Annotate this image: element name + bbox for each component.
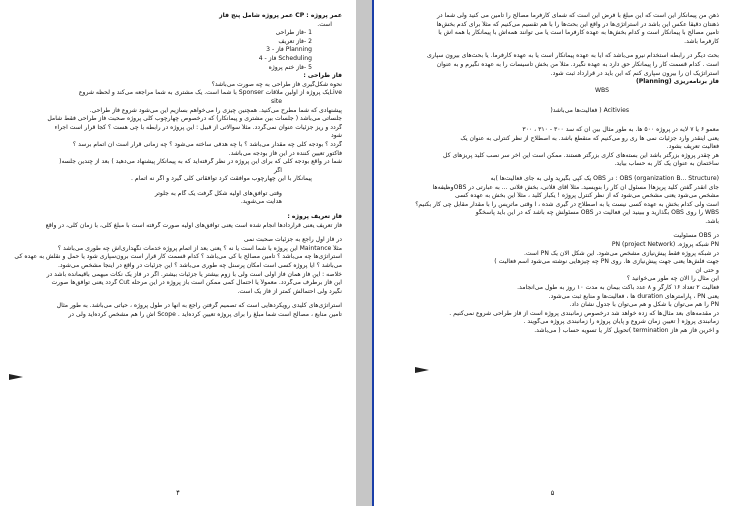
text-line: پیشنهادی که شما مطرح می‌کنید. همچنین چیزی را می‌خواهم بسازیم این می‌شود شروع فاز طراحی. <box>89 106 342 114</box>
list-item: 2 -فاز تعریف <box>278 37 312 45</box>
text-line: جای آنقدر گفتن کلید پریزها( مسئول آن کار را بنویسید. مثلاً آقای فلانی، بخش فلانی ... به عبارتی در OBSوظیفه‌ها <box>432 183 719 191</box>
list-item: 1 -فاز طراحی <box>275 29 312 37</box>
text-line: استراتژی‌ها چه می‌باشد ؟ تأمین مصالح با کی می‌باشد ؟ کدام قسمت کار قرار است برون‌سپاری شود یا حمل و نقلش به عهده کی <box>14 253 342 261</box>
text-line: معمو ۶ یا ۷ لایه در پروژه ۵۰۰ ها. به طور مثال بین آن که سد ۳۰۰ - ۳۱۰ ، ۳۰۰ <box>522 125 719 133</box>
text-line: Acitivies ( فعالیت‌ها می‌باشد( <box>550 107 629 115</box>
text-line: هر چقدر پروژه بزرگتر باشد این بسته‌های کاری بزرگتر هستند. ممکن است این آخر سر نصب کلید پریزهای کل <box>443 151 719 159</box>
text-line: زمانبندی پروژه ( تعیین زمان شروع و پایان پروژه را زمانبندی پروژه می‌گویند . <box>523 318 719 326</box>
text-line: PN شبکه پروژه. (PN (project Network <box>611 241 719 249</box>
margin-arrow-icon <box>414 365 430 375</box>
text-line: site <box>270 97 282 105</box>
text-line: گردد ؟ بودجه کلی چه مقدار می‌باشد ؟ با چه هدفی ساخته می‌شود ؟ چه زمانی قرار است آن اتمام برسد ؟ <box>72 140 342 148</box>
text-line: یعنی اینقدر وارد جزئیات نمی ها ری رو می‌کنیم که منقطع باشد. به اصطلاح از نظر کنترلی به عنوان یک <box>460 134 719 142</box>
list-item: Planning فاز - 3 <box>266 46 312 54</box>
text-line: باشد. <box>705 217 719 225</box>
text-line: فاکتور تعیین کننده در این فاز بودجه می‌باشد. <box>228 149 342 157</box>
text-line: این فاز برطرف می‌گردد. معمولاً یا احتمال کمی ممکن است باز پروژه در این مرحله Cut گردد یعنی توافق‌ها صورت <box>51 279 342 287</box>
text-line: است ولی کدام بخش به عهده کسی نیست یا به اصطلاح در گیری شده ، ا وقتی ماتریس را با مقدار مقابل چی کار بکنیم؟ <box>415 200 719 208</box>
text-line: مشخص می‌شود یعنی مشخص می‌شود که از نظر کنترل پروژه ! یکبار کلید ، مثلاً این بخش به عهده کسی <box>455 192 719 200</box>
text-line: بحث دیگر در رابطه استخدام نیرو می‌باشد که آیا به عهده پیمانکار است یا به عهده کارفرما. یا بحث‌های بیرون سپاری <box>426 52 719 60</box>
text-line: در OBS مسئولیت <box>673 232 719 240</box>
list-item: Scheduling فاز - 4 <box>258 54 312 62</box>
text-line: و حتی آن <box>695 266 719 274</box>
text-line: در مقدمه‌های بعد مثال‌ها که زده خواهد شد درخصوص زمانبندی پروژه است از فاز طراحی شروع نمی‌کنیم . <box>449 309 719 317</box>
text-line: تأمین منابع ، مصالح است شما مبلغ را برای پروژه تعیین کرده‌اید . Scope اش را هم مشخص کرده‌اید ولی در <box>68 311 342 318</box>
text-line: WBS را روی OBS بگذارید و ببینید این فعالیت در OBS مسئولش چه باشد که در این باید پاسخگو <box>475 209 719 217</box>
text-line: یعنی PN ، پارامترهای duration ها ، فعالیت‌ها و منابع ثبت می‌شود. <box>548 292 719 300</box>
document-page-left <box>0 0 356 506</box>
text-line: می‌باشد ؟ آیا پروژه کسی است امکان پرسنل چه طوری می‌باشد ؟ این جزئیات در واقع در اینجا مشخص می‌شود. <box>57 262 342 270</box>
text-line: مثلاً Maintance این پروژه با شما است یا نه ؟ یعنی بعد از اتمام پروژه خدمات نگهداری‌اش چه طوری می‌باشد ؟ <box>57 244 342 252</box>
text-line: در شبکه پروژه فقط پیش‌نیازی مشخص می‌شود. این شکل الان یک PN است. <box>523 249 719 257</box>
text-line: وقتی توافق‌های اولیه شکل گرفت یک گام به جلوتر <box>154 189 282 197</box>
text-line: ذهنتان دقیقاً عکس این باشد در استراتژی‌ها در واقع این بحث‌ها را با هم تقسیم می‌کنیم که مثلاً برای کدم بخش‌ها <box>436 20 719 28</box>
list-item: 5 -فاز ختم پروژه <box>268 63 312 71</box>
text-line: استراتژیک آن را بیرون سپاری کنم که این باید در قرارداد ثبت شود. <box>550 69 719 77</box>
text-line: کارفرما باشد. <box>684 37 719 45</box>
text-line: هدایت می‌شوید. <box>240 198 282 206</box>
section-heading: فاز برنامه‌ریزی (Planning) <box>635 78 719 86</box>
page-number: ۵ <box>550 489 555 498</box>
text-line: ساختمان به عنوان یک کار به حساب بیاید. <box>614 160 719 168</box>
page-number: ۴ <box>176 489 180 498</box>
text-line: تأمین مصالح با پیمانکار است و کدام بخش‌ها به عهده کارفرما است یا می توانند همه‌اش با پیمانکار یا همه اش با <box>438 29 719 37</box>
text-line: Liveیک پروژه از اولین ملاقات Sponser با شما است. یک مشتری به شما مراجعه می‌کند و لحظه شروع <box>78 89 342 97</box>
margin-arrow-icon <box>8 372 24 382</box>
text-line: اگر <box>274 166 282 174</box>
text-line: فاز تعریف یعنی قراردادها انجام شده است یعنی توافق‌های اولیه صورت گرفته است با مبلغ کلی، با زمان کلی، در واقع <box>45 221 342 229</box>
text-line: است. <box>317 20 332 28</box>
text-line: WBS <box>595 86 609 94</box>
text-line: پیمانکار با این چهارچوب موافقت کرد توافقاتی کلی گیرد و اگر نه اتمام . <box>131 175 312 183</box>
page-gutter <box>356 0 372 506</box>
text-line: عمر پروژه : CP عمر پروژه شامل پنج فاز <box>219 12 342 19</box>
text-line: شما در واقع بودجه کلی که برای این پروژه در نظر گرفته‌اید که به پیمانکار پیشنهاد می‌دهید ) بعد از چندین جلسه( <box>59 158 342 166</box>
text-line: فعالیت تعریف بشود. <box>666 143 719 151</box>
text-line: در فاز اول راجع به جزئیات صحبت نمی <box>243 236 342 244</box>
text-line: جهت فلش‌ها یعنی جهت پیش‌نیازی ها. روی PN چه چیزهایی نوشته می‌شود اسم فعالیت ) <box>494 258 719 266</box>
document-page-right <box>372 0 731 506</box>
text-line: نگیرد ولی احتمالش کمتر از فاز یک است. <box>237 287 342 295</box>
text-line: این مثال را الان چه طور می‌خوانید ؟ <box>626 275 719 283</box>
text-line: خلاصه : این فاز همان فاز اولی است ولی با زوم بیشتر یا جزئیات بیشتر. اگر در فاز یک نکات مبهمی باقیمانده باشد در <box>46 270 342 278</box>
text-line: شود <box>331 132 342 140</box>
section-heading: فاز تعریف پروژه : <box>287 213 342 221</box>
section-heading: فاز طراحی : <box>303 72 342 80</box>
text-line: است . کدام قسمت کار را پیمانکار حق دارد به عهده نگیرد. مثلاً من بخش تأسیسات را به عهده نگیرم و به عنوان <box>436 60 719 68</box>
text-line: و آخرین فاز هم فاز termination )تحویل کار یا تسویه حساب ( می‌باشد. <box>534 327 719 334</box>
text-line: گردد و ریز جزئیات عنوان نمی‌گردد. مثلاً سوالاتی از قبیل : این پروژه در رابطه با چی هست ؟ کجا قرار است اجراء <box>54 123 342 131</box>
text-line: استراتژی‌های کلیدی رویکردهایی است که تصمیم گرفتن راجع به آنها در طول پروژه ، حیاتی می‌باشد. به طور مثال <box>56 302 342 310</box>
text-line: ذهن من پیمانکار این است که این مبلغ با فرض این است که شمای کارفرما مصالح را تأمین می کنید ولی شما در <box>436 12 719 19</box>
text-line: فعالیت ۲ تعداد ۱۶ کارگر و ۸ عدد باکت بیمان به مدت ۱۰ روز به طول می‌انجامد. <box>517 284 719 292</box>
text-line: نحوه شکل‌گیری فاز طراحی به چه صورت می‌باشد؟ <box>211 80 342 88</box>
text-line: OBS (organization B... Structure) : در OBS یک کپی بگیرید ولی به جای فعالیت‌ها )به <box>490 174 719 182</box>
text-line: جلساتی می‌باشد ( جلسات بین مشتری و پیمانکار) که درخصوص چهارچوب کلی پروژه صحبت فاز طراحی فقط شامل <box>47 115 342 123</box>
text-line: PN را هم می‌توان با شکل و هم می‌توان با جدول نشان داد. <box>569 301 719 309</box>
